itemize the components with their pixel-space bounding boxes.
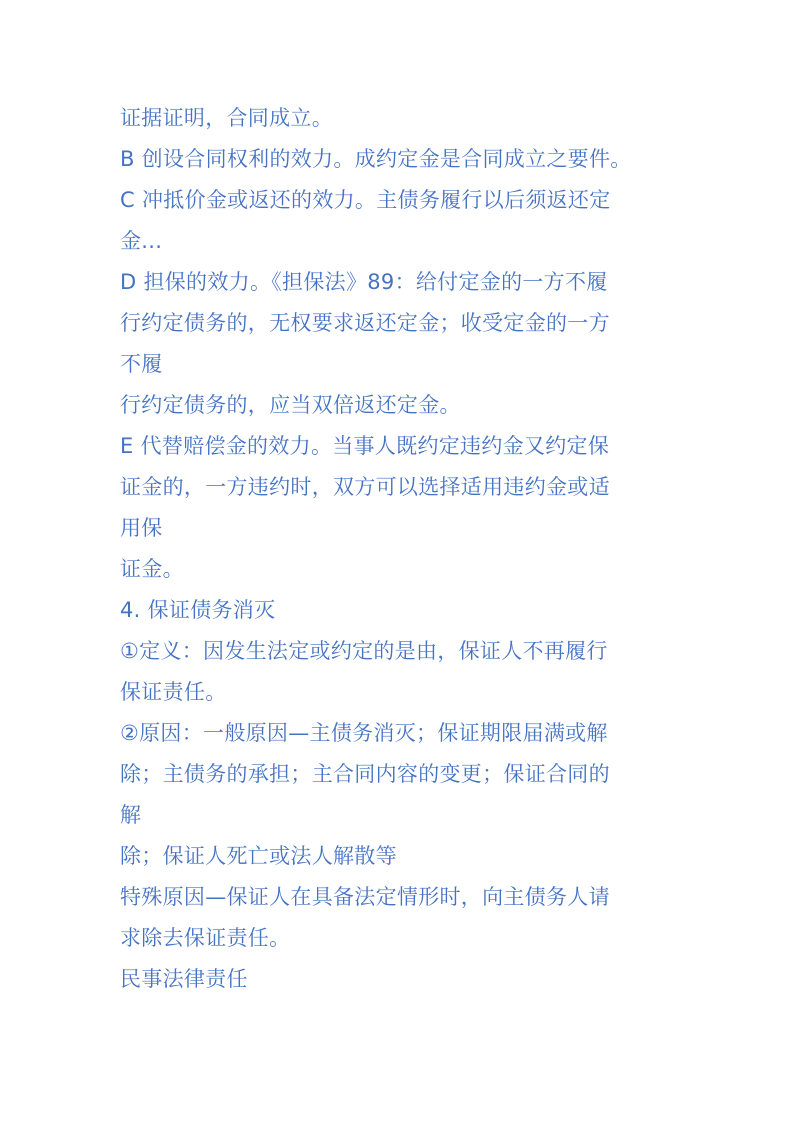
text-line: 证金的，一方违约时，双方可以选择适用违约金或适 (120, 475, 610, 499)
text-line: 保证责任。 (120, 680, 227, 704)
text-line: ②原因：一般原因—主债务消灭；保证期限届满或解 (120, 721, 608, 745)
text-line: 除；保证人死亡或法人解散等 (120, 844, 397, 868)
text-line: 金... (120, 229, 163, 253)
document-body (120, 98, 680, 1000)
text-line: 不履 (120, 352, 163, 376)
text-line: 证据证明，合同成立。 (120, 106, 333, 130)
section-heading: 4. 保证债务消灭 (120, 598, 276, 622)
text-line: D 担保的效力。《担保法》89：给付定金的一方不履 (120, 270, 608, 294)
text-line: 用保 (120, 516, 163, 540)
section-heading: 民事法律责任 (120, 967, 248, 991)
text-line: 行约定债务的，无权要求返还定金；收受定金的一方 (120, 311, 610, 335)
text-line: C 冲抵价金或返还的效力。主债务履行以后须返还定 (120, 188, 611, 212)
text-line: 特殊原因—保证人在具备法定情形时，向主债务人请 (120, 885, 610, 909)
text-line: 求除去保证责任。 (120, 926, 291, 950)
text-line: B 创设合同权利的效力。成约定金是合同成立之要件。 (120, 147, 632, 171)
text-line: 解 (120, 803, 142, 827)
text-line: ①定义：因发生法定或约定的是由，保证人不再履行 (120, 639, 608, 663)
text-line: 除；主债务的承担；主合同内容的变更；保证合同的 (120, 762, 610, 786)
text-line: 证金。 (120, 557, 184, 581)
text-line: E 代替赔偿金的效力。当事人既约定违约金又约定保 (120, 434, 610, 458)
text-line: 行约定债务的，应当双倍返还定金。 (120, 393, 461, 417)
